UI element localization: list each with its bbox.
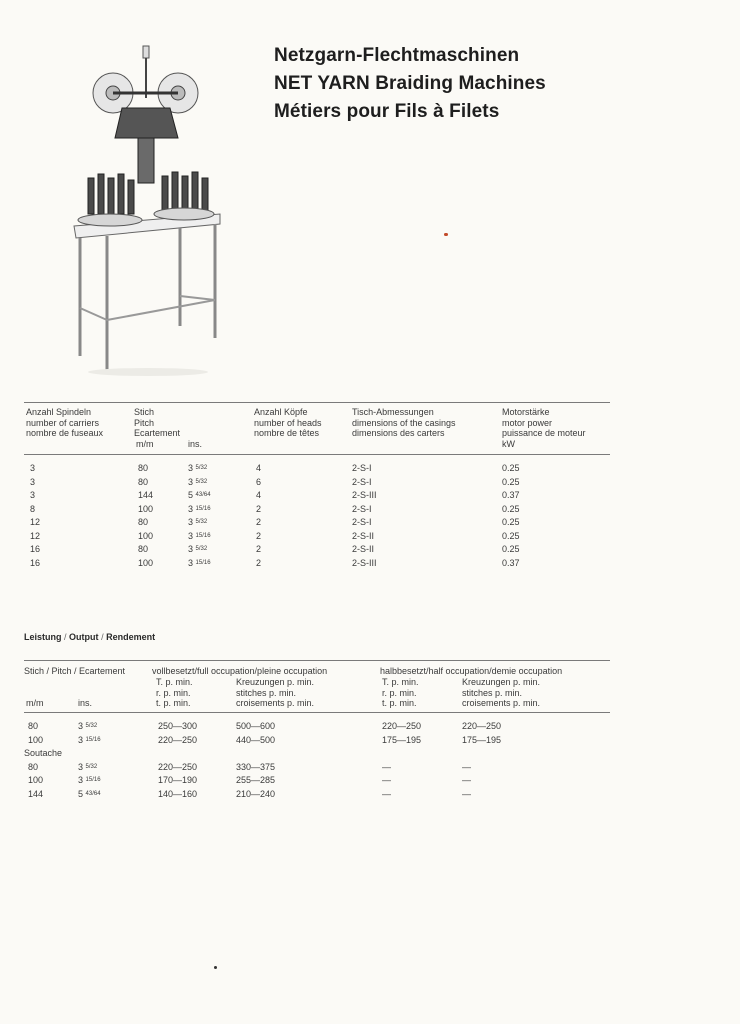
cell-half-crossings: — — [462, 761, 471, 772]
header-motor: Motorstärke motor power puissance de moteur kW — [502, 407, 586, 449]
output-top-rule — [24, 660, 610, 661]
cell-full-crossings: 210—240 — [236, 788, 276, 799]
soutache-label: Soutache — [24, 748, 63, 758]
cell-carriers: 3 — [30, 463, 36, 473]
title-block — [274, 42, 546, 126]
cell-half-tpm: 175—195 — [382, 734, 422, 745]
cell-full-crossings: 255—285 — [236, 775, 276, 785]
cell-pitch-mm: 80 — [138, 517, 149, 527]
cell-casing: 2-S-I — [352, 503, 372, 514]
cell-half-tpm: — — [382, 761, 391, 772]
cell-pitch-ins: 3 $^{5/32}$ — [188, 463, 208, 473]
cell-pitch-mm: 100 — [28, 734, 44, 745]
output-header-full-crossings: Kreuzungen p. min. stitches p. min. croisements p. min. — [236, 677, 315, 708]
cell-pitch-mm: 80 — [138, 544, 149, 554]
cell-full-tpm: 220—250 — [158, 761, 198, 772]
cell-pitch-mm: 100 — [138, 557, 154, 568]
output-header-half-tpm: T. p. min. r. p. min. t. p. min. — [382, 677, 419, 708]
cell-carriers: 12 — [30, 517, 41, 527]
cell-pitch-ins: 3 $^{15/16}$ — [78, 775, 101, 785]
cell-pitch-ins: 5 $^{43/64}$ — [188, 490, 211, 500]
table-top-rule — [24, 402, 610, 403]
cell-pitch-mm: 80 — [28, 761, 39, 772]
cell-pitch-ins: 3 $^{5/32}$ — [188, 517, 208, 527]
cell-pitch-ins: 3 $^{15/16}$ — [188, 557, 211, 568]
cell-casing: 2-S-III — [352, 490, 377, 500]
cell-pitch-mm: 80 — [28, 721, 39, 731]
header-pitch-mm: m/m — [136, 439, 154, 449]
output-header-half: halbbesetzt/half occupation/demie occupation — [380, 666, 563, 676]
braiding-machine-illustration — [60, 38, 235, 378]
table-header-rule — [24, 454, 610, 455]
header-pitch-ins: ins. — [188, 439, 203, 449]
cell-pitch-ins: 3 $^{5/32}$ — [78, 721, 98, 731]
cell-full-crossings: 330—375 — [236, 761, 276, 772]
header-pitch: Stich Pitch Ecartement — [134, 407, 181, 438]
cell-casing: 2-S-III — [352, 557, 377, 568]
cell-full-tpm: 220—250 — [158, 734, 198, 745]
cell-motor-kw: 0.25 — [502, 463, 520, 473]
cell-pitch-mm: 144 — [28, 788, 44, 799]
cell-carriers: 3 — [30, 476, 36, 487]
cell-motor-kw: 0.25 — [502, 476, 520, 487]
cell-heads: 4 — [256, 490, 262, 500]
cell-casing: 2-S-I — [352, 476, 372, 487]
output-header-full-tpm: T. p. min. r. p. min. t. p. min. — [156, 677, 193, 708]
cell-heads: 2 — [256, 530, 262, 541]
cell-heads: 2 — [256, 557, 262, 568]
cell-half-crossings: 220—250 — [462, 721, 502, 731]
cell-pitch-mm: 100 — [138, 530, 154, 541]
title-english: NET YARN Braiding Machines — [274, 73, 546, 94]
cell-full-crossings: 440—500 — [236, 734, 276, 745]
cell-heads: 2 — [256, 517, 262, 527]
output-header-mm: m/m — [26, 698, 44, 708]
cell-pitch-mm: 100 — [28, 775, 44, 785]
cell-half-crossings: 175—195 — [462, 734, 502, 745]
cell-half-tpm: 220—250 — [382, 721, 422, 731]
cell-pitch-mm: 80 — [138, 476, 149, 487]
cell-casing: 2-S-II — [352, 530, 375, 541]
output-section-title: Leistung / Output / Rendement — [24, 632, 156, 642]
cell-heads: 2 — [256, 544, 262, 554]
cell-pitch-ins: 3 $^{5/32}$ — [188, 476, 208, 487]
scan-speck — [214, 966, 217, 969]
header-carriers: Anzahl Spindeln number of carriers nombre de fuseaux — [26, 407, 104, 438]
cell-half-tpm: — — [382, 775, 391, 785]
cell-motor-kw: 0.37 — [502, 557, 520, 568]
cell-pitch-mm: 80 — [138, 463, 149, 473]
cell-pitch-mm: 100 — [138, 503, 154, 514]
cell-full-tpm: 250—300 — [158, 721, 198, 731]
cell-motor-kw: 0.25 — [502, 530, 520, 541]
cell-carriers: 3 — [30, 490, 36, 500]
cell-half-crossings: — — [462, 788, 471, 799]
output-header-half-crossings: Kreuzungen p. min. stitches p. min. croisements p. min. — [462, 677, 541, 708]
cell-motor-kw: 0.25 — [502, 503, 520, 514]
cell-heads: 2 — [256, 503, 262, 514]
cell-carriers: 12 — [30, 530, 41, 541]
cell-carriers: 16 — [30, 544, 41, 554]
cell-pitch-mm: 144 — [138, 490, 154, 500]
cell-full-tpm: 140—160 — [158, 788, 198, 799]
cell-pitch-ins: 3 $^{15/16}$ — [78, 734, 101, 745]
cell-motor-kw: 0.25 — [502, 517, 520, 527]
cell-motor-kw: 0.25 — [502, 544, 520, 554]
header-casings: Tisch-Abmessungen dimensions of the casings dimensions des carters — [352, 407, 456, 438]
output-header-ins: ins. — [78, 698, 93, 708]
output-header-full: vollbesetzt/full occupation/pleine occupation — [152, 666, 328, 676]
cell-carriers: 16 — [30, 557, 41, 568]
cell-half-crossings: — — [462, 775, 471, 785]
cell-pitch-ins: 3 $^{5/32}$ — [188, 544, 208, 554]
cell-pitch-ins: 3 $^{15/16}$ — [188, 530, 211, 541]
title-french: Métiers pour Fils à Filets — [274, 101, 500, 122]
cell-motor-kw: 0.37 — [502, 490, 520, 500]
cell-half-tpm: — — [382, 788, 391, 799]
cell-casing: 2-S-II — [352, 544, 375, 554]
output-header-pitch: Stich / Pitch / Ecartement — [24, 666, 126, 676]
cell-full-crossings: 500—600 — [236, 721, 276, 731]
cell-pitch-ins: 3 $^{5/32}$ — [78, 761, 98, 772]
cell-heads: 6 — [256, 476, 262, 487]
scan-speck — [444, 233, 448, 236]
cell-pitch-ins: 5 $^{43/64}$ — [78, 788, 101, 799]
cell-heads: 4 — [256, 463, 262, 473]
cell-carriers: 8 — [30, 503, 36, 514]
cell-pitch-ins: 3 $^{15/16}$ — [188, 503, 211, 514]
cell-casing: 2-S-I — [352, 517, 372, 527]
cell-full-tpm: 170—190 — [158, 775, 198, 785]
header-heads: Anzahl Köpfe number of heads nombre de têtes — [254, 407, 322, 438]
output-header-rule — [24, 712, 610, 713]
cell-casing: 2-S-I — [352, 463, 372, 473]
title-german: Netzgarn-Flechtmaschinen — [274, 45, 520, 66]
